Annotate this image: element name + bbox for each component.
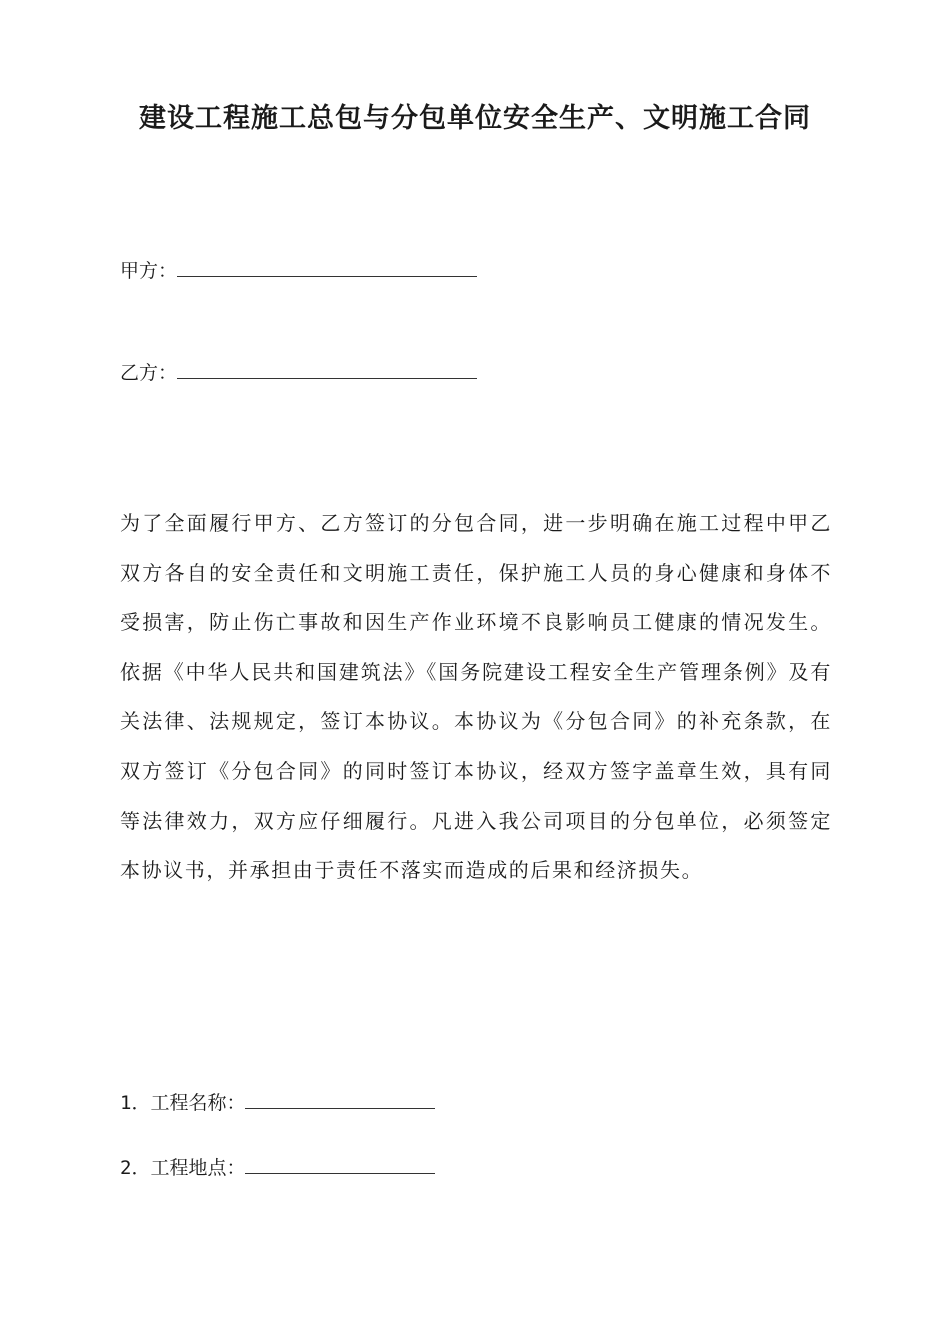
- project-name-blank-line: [245, 1086, 435, 1109]
- document-title: 建设工程施工总包与分包单位安全生产、文明施工合同: [139, 103, 811, 134]
- project-location-field: [120, 1151, 435, 1182]
- project-name-field: [120, 1086, 435, 1117]
- party-a-blank-line: [177, 254, 477, 277]
- project-location-blank-line: [245, 1151, 435, 1174]
- intro-paragraph: 为了全面履行甲方、乙方签订的分包合同，进一步明确在施工过程中甲乙双方各自的安全责任和文明施工责任，保护施工人员的身心健康和身体不受损害，防止伤亡事故和因生产作业环境不良影响员工健康的情况发生。依据《中华人民共和国建筑法》《国务院建设工程安全生产管理条例》及有关法律、法规规定，签订本协议。本协议为《分包合同》的补充条款，在双方签订《分包合同》的同时签订本协议，经双方签字盖章生效，具有同等法律效力，双方应仔细履行。凡进入我公司项目的分包单位，必须签定本协议书，并承担由于责任不落实而造成的后果和经济损失。: [120, 511, 832, 883]
- project-name-label: 1．工程名称：: [120, 1092, 246, 1114]
- party-a-field: [120, 254, 477, 285]
- party-a-label: 甲方：: [120, 260, 178, 282]
- party-b-label: 乙方：: [120, 362, 178, 384]
- party-b-field: [120, 356, 477, 387]
- project-location-label: 2．工程地点：: [120, 1157, 246, 1179]
- party-b-blank-line: [177, 356, 477, 379]
